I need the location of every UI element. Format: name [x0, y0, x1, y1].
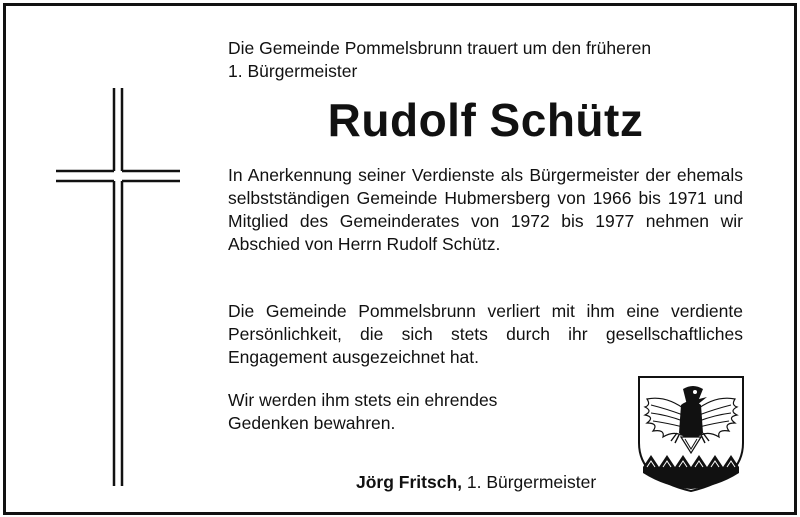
signature-title: 1. Bürgermeister — [462, 472, 597, 492]
remembrance-line-2: Gedenken bewahren. — [228, 413, 396, 433]
signature-name: Jörg Fritsch, — [356, 472, 462, 492]
intro-text — [228, 37, 748, 83]
intro-line-2: 1. Bürgermeister — [228, 61, 358, 81]
paragraph-merits: In Anerkennung seiner Verdienste als Bürgermeister der ehemals selbstständigen Gemeinde Hubmersberg von 1966 bis 1971 und Mitglied des Gemeinderates von 1972 bis 1977 nehmen wir Abschied von Herrn Rudolf Schütz. — [228, 165, 743, 254]
cross-icon — [0, 0, 200, 517]
intro-line-1: Die Gemeinde Pommelsbrunn trauert um den früheren — [228, 38, 652, 58]
paragraph-personality: Die Gemeinde Pommelsbrunn verliert mit ihm eine verdiente Persönlichkeit, die sich stets durch ihr gesellschaftliches Engagement ausgezeichnet hat. — [228, 301, 743, 367]
coat-of-arms-icon — [637, 375, 745, 493]
paragraph-remembrance — [228, 389, 558, 435]
signature — [356, 471, 596, 493]
remembrance-line-1: Wir werden ihm stets ein ehrendes — [228, 390, 498, 410]
deceased-name: Rudolf Schütz — [327, 94, 644, 146]
